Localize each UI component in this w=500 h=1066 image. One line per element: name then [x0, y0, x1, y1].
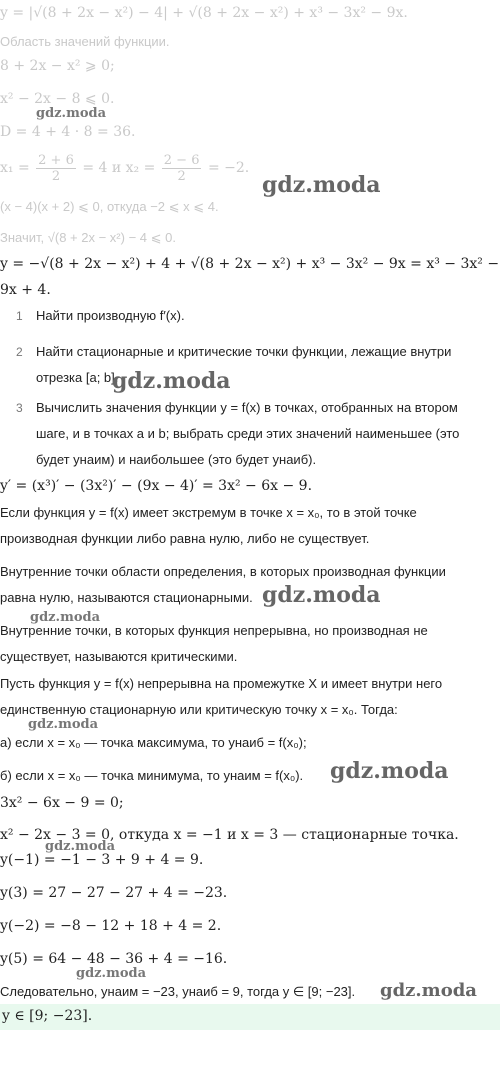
value-y-minus-2: y(−2) = −8 − 12 + 18 + 4 = 2. [0, 918, 222, 934]
answer-box [0, 1004, 500, 1030]
equation-derivative-zero: 3x² − 6x − 9 = 0; [0, 795, 124, 811]
faded-discriminant: D = 4 + 4 · 8 = 36. [0, 124, 136, 140]
step-3: 3 Вычислить значения функции y = f(x) в точках, отобранных на втором [16, 400, 458, 415]
paragraph-theorem-cont: единственную стационарную или критическую точку x = x₀. Тогда: [0, 702, 398, 717]
paragraph-extremum: Если функция y = f(x) имеет экстремум в точке x = x₀, то в этой точке [0, 505, 417, 520]
answer-text: y ∈ [9; −23]. [2, 1008, 93, 1024]
paragraph-extremum-cont: производная функции либо равна нулю, либо не существует. [0, 531, 370, 546]
value-y-minus-1: y(−1) = −1 − 3 + 9 + 4 = 9. [0, 852, 204, 868]
watermark: gdz.moda [76, 966, 147, 981]
watermark: gdz.moda [30, 610, 101, 625]
paragraph-critical: Внутренние точки, в которых функция непрерывна, но производная не [0, 623, 428, 638]
step-2: 2 Найти стационарные и критические точки функции, лежащие внутри [16, 344, 452, 359]
watermark: gdz.moda [36, 106, 107, 121]
conclusion-line: Следовательно, yнаим = −23, yнаиб = 9, тогда y ∈ [9; −23]. [0, 984, 356, 999]
step-2-cont: отрезка [a; b]. [36, 370, 119, 385]
simplified-function-cont: 9x + 4. [0, 282, 51, 298]
case-minimum: б) если x = x₀ — точка минимума, то yнаим = f(x₀). [0, 768, 304, 783]
faded-conclusion-line: Значит, √(8 + 2x − x²) − 4 ⩽ 0. [0, 230, 176, 245]
paragraph-critical-cont: существует, называются критическими. [0, 649, 238, 664]
derivative-line: y′ = (x³)′ − (3x²)′ − (9x − 4)′ = 3x² − 6x − 9. [0, 478, 313, 494]
faded-equation-line: y = |√(8 + 2x − x²) − 4| + √(8 + 2x − x²) + x³ − 3x² − 9x. [0, 5, 408, 21]
faded-roots-line: x₁ = $\frac{2 + 6}{2}$ = 4 и x₂ = $\frac{2 - 6}{2}$ = −2. [0, 152, 250, 184]
value-y-3: y(3) = 27 − 27 − 27 + 4 = −23. [0, 885, 228, 901]
simplified-function: y = −√(8 + 2x − x²) + 4 + √(8 + 2x − x²) + x³ − 3x² − 9x = x³ − 3x² − [0, 256, 500, 272]
paragraph-theorem: Пусть функция y = f(x) непрерывна на промежутке X и имеет внутри него [0, 676, 443, 691]
watermark: gdz.moda [262, 172, 381, 198]
step-3-cont: шаге, и в точках a и b; выбрать среди этих значений наименьшее (это [36, 426, 460, 441]
paragraph-stationary-cont: равна нулю, называются стационарными. [0, 590, 253, 605]
watermark: gdz.moda [262, 582, 381, 608]
equation-roots: x² − 2x − 3 = 0, откуда x = −1 и x = 3 — стационарные точка. [0, 827, 459, 843]
watermark: gdz.moda [45, 839, 116, 854]
value-y-5: y(5) = 64 − 48 − 36 + 4 = −16. [0, 951, 228, 967]
faded-heading-range: Область значений функции. [0, 34, 170, 49]
paragraph-stationary: Внутренние точки области определения, в которых производная функции [0, 564, 446, 579]
watermark: gdz.moda [330, 758, 449, 784]
watermark: gdz.moda [112, 368, 231, 394]
faded-interval-line: (x − 4)(x + 2) ⩽ 0, откуда −2 ⩽ x ⩽ 4. [0, 199, 219, 214]
faded-inequality-1: 8 + 2x − x² ⩾ 0; [0, 58, 115, 74]
case-maximum: а) если x = x₀ — точка максимума, то yнаиб = f(x₀); [0, 735, 307, 750]
watermark: gdz.moda [28, 717, 99, 732]
watermark: gdz.moda [380, 980, 477, 1001]
step-1: 1 Найти производную f′(x). [16, 308, 185, 323]
faded-inequality-2: x² − 2x − 8 ⩽ 0. [0, 91, 115, 107]
step-3-cont2: будет yнаим) и наибольшее (это будет yнаиб). [36, 452, 317, 467]
